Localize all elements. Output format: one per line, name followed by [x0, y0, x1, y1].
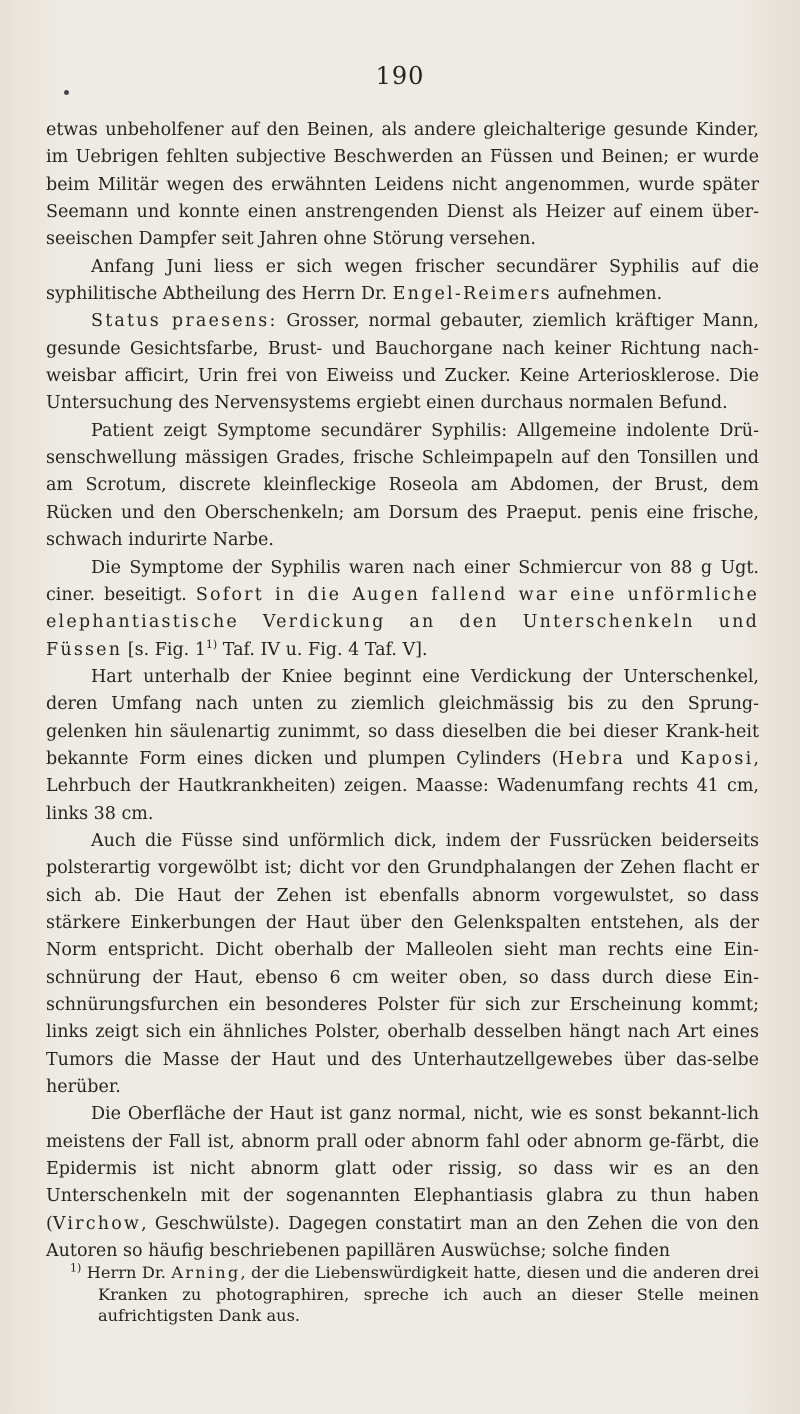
author-name-virchow: Virchow [52, 1213, 142, 1234]
author-name-engel-reimers: Engel-Reimers [392, 284, 552, 305]
paragraph-1 [46, 117, 759, 254]
status-praesens-heading: Status praesens: [91, 311, 278, 332]
paragraph-6-text-b: und [625, 748, 681, 769]
paragraph-6-text-c: , Lehrbuch der Hautkrankheiten) zeigen. Maasse: Wadenumfang rechts 41 cm, links 38 cm. [46, 748, 759, 824]
author-name-hebra: Hebra [558, 748, 626, 769]
author-name-kaposi: Kaposi [680, 748, 754, 769]
paragraph-7 [46, 828, 759, 1101]
paragraph-2-text-b: aufnehmen. [551, 284, 663, 305]
paragraph-2 [46, 254, 759, 309]
paragraph-8-text-b: , Geschwülste). Dagegen constatirt man an den Zehen die von den Autoren so häufig beschriebenen papillären Auswüchse; solche finden [46, 1213, 759, 1262]
paragraph-5-text-b: [s. Fig. 1 [122, 639, 206, 660]
paragraph-5-text-c: Taf. IV u. Fig. 4 Taf. V]. [217, 639, 428, 660]
author-name-arning: Arning [171, 1263, 241, 1282]
paragraph-5-text-a: Die Symptome der Syphilis waren nach einer Schmiercur von 88 g Ugt. ciner. beseitigt. [46, 557, 759, 605]
paragraph-4 [46, 418, 759, 555]
paragraph-8 [46, 1101, 759, 1265]
paragraph-4-text: Patient zeigt Symptome secundärer Syphilis: Allgemeine indolente Drü-senschwellung mässigen Grades, frische Schleimpapeln auf den Tonsillen und am Scrotum, discrete kleinfleckige Roseola am Abdomen, der Brust, dem Rücken und den Oberschenkeln; am Dorsum des Praeput. penis eine frische, schwach indurirte Narbe. [46, 420, 759, 551]
footnote-1 [46, 1262, 759, 1327]
footnote [46, 1262, 759, 1327]
footnote-text-a: Herrn Dr. [81, 1263, 172, 1282]
print-speck [64, 90, 69, 95]
paragraph-5 [46, 555, 759, 664]
paragraph-1-text: etwas unbeholfener auf den Beinen, als andere gleichalterige gesunde Kinder, im Uebrigen fehlten subjective Beschwerden an Füssen und Beinen; er wurde beim Militär wegen des erwähnten Leidens nicht angenommen, wurde später Seemann und konnte einen anstrengenden Dienst als Heizer auf einem über-seeischen Dampfer seit Jahren ohne Störung versehen. [46, 120, 759, 250]
paragraph-7-text: Auch die Füsse sind unförmlich dick, indem der Fussrücken beiderseits polsterartig vorgewölbt ist; dicht vor den Grundphalangen der Zehen flacht er sich ab. Die Haut der Zehen ist ebenfalls abnorm vorgewulstet, so dass stärkere Einkerbungen der Haut über den Gelenkspalten entstehen, als der Norm entspricht. Dicht oberhalb der Malleolen sieht man rechts eine Ein-schnürung der Haut, ebenso 6 cm weiter oben, so dass durch diese Ein-schnürungsfurchen ein besonderes Polster für sich zur Erscheinung kommt; links zeigt sich ein ähnliches Polster, oberhalb desselben hängt nach Art eines Tumors die Masse der Haut und des Unterhautzellgewebes über das-selbe herüber. [46, 830, 759, 1098]
paragraph-8-text-a: Die Oberfläche der Haut ist ganz normal, nicht, wie es sonst bekannt-lich meistens der Fall ist, abnorm prall oder abnorm fahl oder abnorm ge-färbt, die Epidermis ist nicht abnorm glatt oder rissig, so dass wir es an den Unterschenkeln mit der sogenannten Elephantiasis glabra zu thun haben ( [46, 1104, 759, 1234]
paragraph-2-text-a: Anfang Juni liess er sich wegen frischer secundärer Syphilis auf die syphilitische Abtheilung des Herrn Dr. [46, 256, 759, 305]
emphasized-finding: Sofort in die Augen fallend war eine unförmliche elephantiastische Verdickung an den Unterschenkeln und Füssen [46, 584, 760, 660]
footnote-text-b: , der die Liebenswürdigkeit hatte, diesen und die anderen drei Kranken zu photographiren, spreche ich auch an dieser Stelle meinen aufrichtigsten Dank aus. [98, 1263, 759, 1325]
paragraph-6 [46, 664, 759, 828]
footnote-marker: 1) [70, 1261, 82, 1275]
footnote-reference: 1) [205, 637, 218, 651]
paragraph-6-text-a: Hart unterhalb der Kniee beginnt eine Verdickung der Unterschenkel, deren Umfang nach unten zu ziemlich gleichmässig bis zu den Sprung-gelenken hin säulenartig zunimmt, so dass dieselben die bei dieser Krank-heit bekannte Form eines dicken und plumpen Cylinders ( [46, 666, 759, 769]
page-number: 190 [375, 62, 425, 90]
paragraph-3-text: Grosser, normal gebauter, ziemlich kräftiger Mann, gesunde Gesichtsfarbe, Brust- und Bauchorgane nach keiner Richtung nach-weisbar afficirt, Urin frei von Eiweiss und Zucker. Keine Arteriosklerose. Die Untersuchung des Nervensystems ergiebt einen durchaus normalen Befund. [46, 311, 759, 414]
paragraph-3 [46, 308, 759, 417]
main-text [46, 117, 759, 1265]
